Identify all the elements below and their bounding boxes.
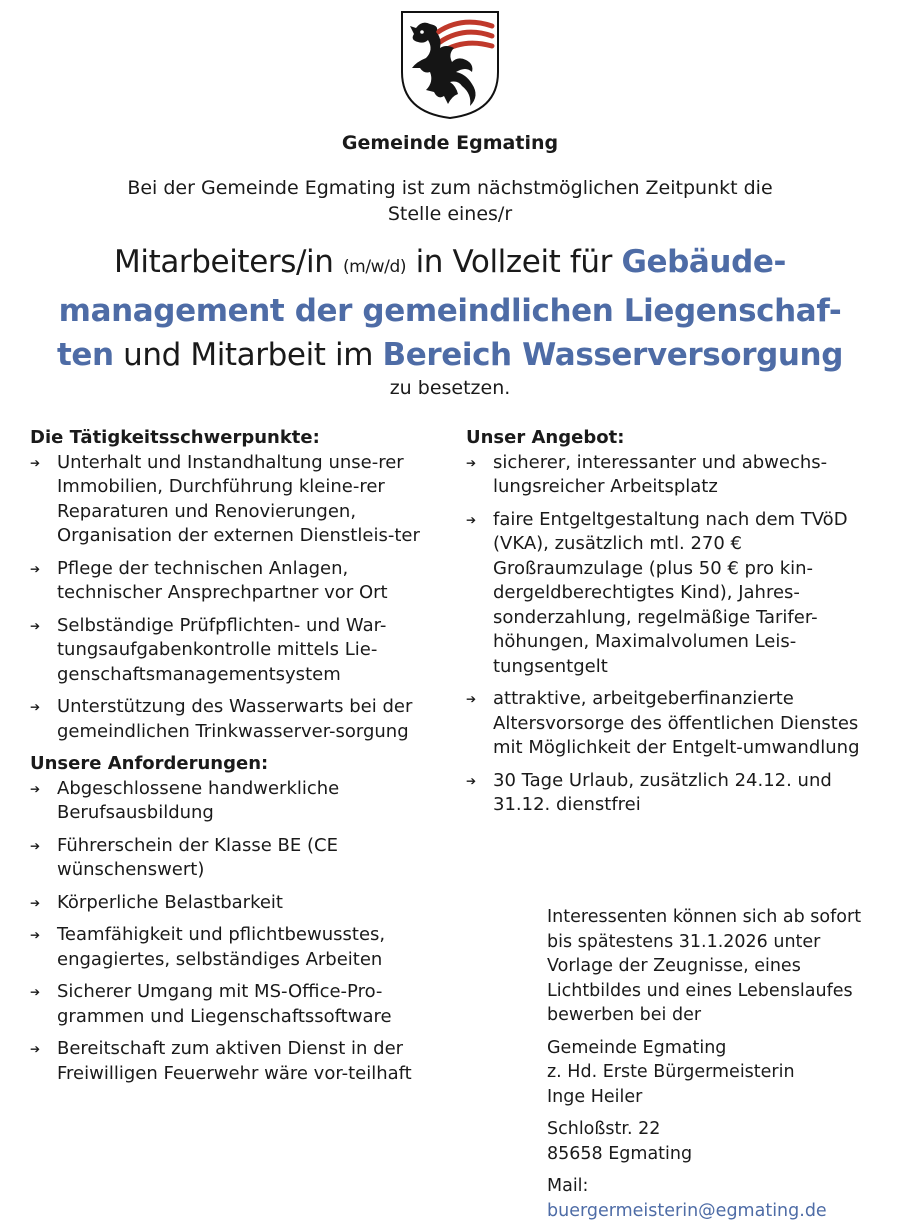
job-title-text: in Vollzeit für — [415, 244, 612, 280]
arrow-right-icon: ➔ — [30, 781, 41, 796]
arrow-right-icon: ➔ — [466, 455, 477, 470]
job-title-highlight: Gebäude- — [621, 244, 786, 280]
contact-name: Gemeinde Egmating z. Hd. Erste Bürgermeisterin Inge Heiler — [547, 1037, 795, 1107]
job-title-line — [0, 240, 900, 289]
list-item: ➔ Unterhalt und Instandhaltung unse-rer Immobilien, Durchführung kleine-rer Reparaturen und Renovierungen, Organisation der externen Dienstleis-ter — [30, 451, 420, 546]
contact-address: Schloßstr. 22 85658 Egmating — [547, 1119, 693, 1164]
coat-of-arms-dragon-icon — [400, 10, 500, 120]
email-link[interactable]: buergermeisterin@egmating.de — [547, 1200, 827, 1221]
job-title-suffix: zu besetzen. — [389, 377, 511, 399]
list-item: ➔ Selbständige Prüfpflichten- und War-tungsaufgabenkontrolle mittels Lie-genschaftsmanagementsystem — [30, 614, 387, 685]
left-column — [30, 426, 440, 1094]
arrow-right-icon: ➔ — [30, 618, 41, 633]
intro-line: Bei der Gemeinde Egmating ist zum nächstmöglichen Zeitpunkt die — [127, 177, 773, 199]
arrow-right-icon: ➔ — [466, 512, 477, 527]
job-title-highlight: management der gemeindlichen Liegenschaf- — [58, 293, 842, 329]
list-item: ➔ Führerschein der Klasse BE (CE wünschenswert) — [30, 834, 338, 880]
job-title-text: und Mitarbeit im — [123, 337, 374, 373]
arrow-right-icon: ➔ — [30, 928, 41, 942]
contact-block — [547, 905, 892, 1231]
arrow-right-icon: ➔ — [30, 700, 41, 714]
list-item: ➔ attraktive, arbeitgeberfinanzierte Altersvorsorge des öffentlichen Dienstes mit Möglichkeit der Entgelt-umwandlung — [466, 688, 860, 758]
list-item: ➔ Bereitschaft zum aktiven Dienst in der Freiwilligen Feuerwehr wäre vor-teilhaft — [30, 1038, 412, 1084]
arrow-right-icon: ➔ — [30, 1042, 41, 1056]
list-item: ➔ Pflege der technischen Anlagen, technischer Ansprechpartner vor Ort — [30, 557, 388, 603]
anforderungen-list — [30, 777, 440, 1087]
list-item: ➔ Sicherer Umgang mit MS-Office-Pro-grammen und Liegenschaftssoftware — [30, 981, 392, 1027]
list-item: ➔ sicherer, interessanter und abwechs-lungsreicher Arbeitsplatz — [466, 451, 828, 497]
job-title — [0, 240, 900, 377]
intro-line: Stelle eines/r — [387, 203, 513, 225]
arrow-right-icon: ➔ — [30, 455, 41, 470]
arrow-right-icon: ➔ — [466, 773, 477, 788]
mail-label: Mail: — [547, 1176, 589, 1196]
arrow-right-icon: ➔ — [30, 895, 41, 910]
list-item: ➔ Abgeschlossene handwerkliche Berufsausbildung — [30, 777, 340, 823]
intro-text — [0, 175, 900, 227]
job-title-highlight: Bereich Wasserversorgung — [382, 337, 844, 373]
right-column — [466, 426, 876, 826]
list-item: ➔ faire Entgeltgestaltung nach dem TVöD (VKA), zusätzlich mtl. 270 € Großraumzulage (plus 50 € pro kin-dergeldberechtigtes Kind), Jahres-sonderzahlung, regelmäßige Tarifer-höhungen, Maximalvolumen Leis-tungsentgelt — [466, 508, 848, 677]
arrow-right-icon: ➔ — [30, 985, 41, 999]
gender-tag: (m/w/d) — [342, 257, 407, 277]
arrow-right-icon: ➔ — [30, 561, 41, 576]
job-title-text: Mitarbeiters/in — [114, 244, 334, 280]
angebot-heading: Unser Angebot: — [466, 427, 625, 448]
list-item: ➔ 30 Tage Urlaub, zusätzlich 24.12. und 31.12. dienstfrei — [466, 769, 832, 815]
organization-title: Gemeinde Egmating — [341, 132, 559, 154]
job-title-line — [0, 333, 900, 377]
list-item: ➔ Unterstützung des Wasserwarts bei der gemeindlichen Trinkwasserver-sorgung — [30, 696, 413, 742]
taetigkeiten-heading: Die Tätigkeitsschwerpunkte: — [30, 427, 320, 448]
angebot-list — [466, 451, 876, 818]
arrow-right-icon: ➔ — [466, 692, 477, 706]
job-title-line — [0, 289, 900, 333]
taetigkeiten-list — [30, 451, 440, 745]
contact-intro: Interessenten können sich ab sofort bis spätestens 31.1.2026 unter Vorlage der Zeugnisse, eines Lichtbildes und eines Lebenslaufes bewerben bei der — [547, 907, 862, 1025]
contact-mail — [547, 1174, 892, 1223]
list-item: ➔ Teamfähigkeit und pflichtbewusstes, engagiertes, selbständiges Arbeiten — [30, 924, 386, 970]
anforderungen-heading: Unsere Anforderungen: — [30, 753, 269, 774]
job-title-highlight: ten — [56, 337, 114, 373]
list-item: ➔ Körperliche Belastbarkeit — [30, 891, 440, 916]
arrow-right-icon: ➔ — [30, 838, 41, 853]
